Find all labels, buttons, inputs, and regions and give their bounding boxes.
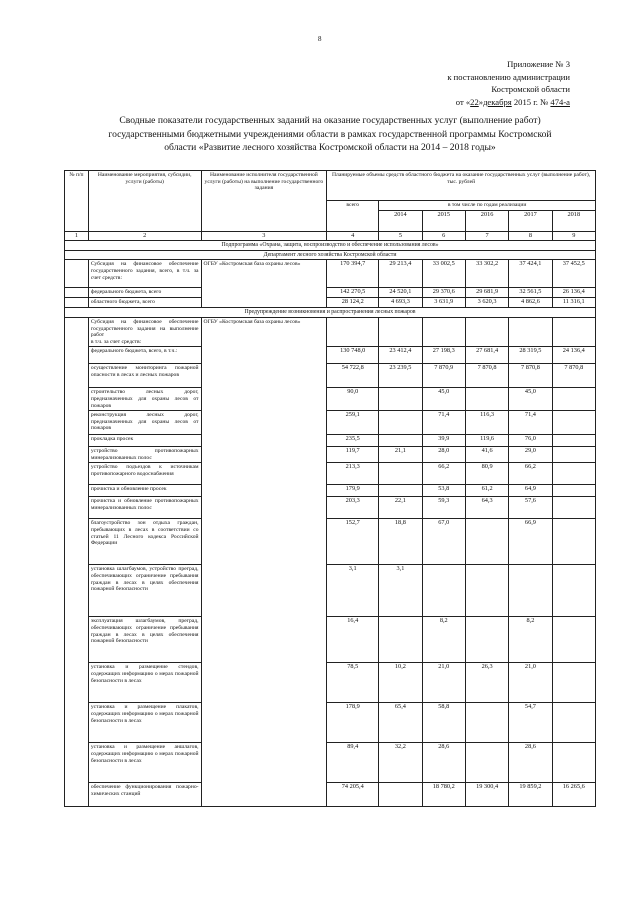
value-cell <box>465 388 508 411</box>
value-cell: 76,0 <box>509 435 552 447</box>
value-cell: 28,6 <box>509 743 552 783</box>
value-cell: 22,1 <box>379 497 422 519</box>
value-cell: 24 520,1 <box>379 288 422 298</box>
value-cell: 7 870,9 <box>422 364 465 388</box>
value-cell <box>552 743 595 783</box>
indicators-table <box>64 170 596 807</box>
value-cell: 57,6 <box>509 497 552 519</box>
header-total: всего <box>327 201 379 232</box>
value-cell: 4 862,6 <box>509 298 552 308</box>
value-cell: 21,1 <box>379 447 422 463</box>
value-cell: 3,1 <box>327 565 379 617</box>
row-label: устройство подъездов к источникам противопожарного водоснабжения <box>88 463 201 485</box>
value-cell: 39,9 <box>422 435 465 447</box>
row-label: установка и размещение стендов, содержащих информацию о мерах пожарной безопасности в лесах <box>88 663 201 703</box>
value-cell: 18,8 <box>379 519 422 565</box>
subprogram-row: Подпрограмма «Охрана, защита, воспроизводство и обеспечение использования лесов» <box>65 241 596 251</box>
value-cell <box>552 463 595 485</box>
appendix-line: к постановлению администрации <box>447 71 570 82</box>
appendix-line: Костромской области <box>491 84 570 94</box>
value-cell: 80,9 <box>465 463 508 485</box>
value-cell: 90,0 <box>327 388 379 411</box>
value-cell: 4 693,3 <box>379 298 422 308</box>
header-year: 2018 <box>552 210 595 231</box>
value-cell: 78,5 <box>327 663 379 703</box>
subsidy-label: Субсидия на финансовое обеспечение государственного задания на выполнение работ <box>90 318 199 339</box>
value-cell: 235,5 <box>327 435 379 447</box>
row-label: областного бюджета, всего <box>88 298 201 308</box>
value-cell: 28 319,5 <box>509 347 552 364</box>
value-cell: 19 859,2 <box>509 783 552 807</box>
value-cell <box>465 519 508 565</box>
header-year: 2015 <box>422 210 465 231</box>
value-cell: 16 265,6 <box>552 783 595 807</box>
value-cell: 45,0 <box>509 388 552 411</box>
value-cell: 89,4 <box>327 743 379 783</box>
value-cell: 27 198,3 <box>422 347 465 364</box>
row-number <box>65 260 89 288</box>
value-cell: 152,7 <box>327 519 379 565</box>
department-row: Департамент лесного хозяйства Костромской области <box>65 250 596 260</box>
value-cell: 29,0 <box>509 447 552 463</box>
value-cell: 3 631,9 <box>422 298 465 308</box>
value-cell: 178,9 <box>327 703 379 743</box>
section-heading-row: Предупреждение возникновения и распространения лесных пожаров <box>65 308 596 318</box>
value-cell: 45,0 <box>422 388 465 411</box>
row-label: Субсидия на финансовое обеспечение государственного задания, всего, в т.ч. за счет средств: <box>88 260 201 288</box>
value-cell <box>465 743 508 783</box>
row-label: строительство лесных дорог, предназначенных для охраны лесов от пожаров <box>88 388 201 411</box>
row-label: установка шлагбаумов, устройство преград, обеспечивающих ограничение пребывания граждан в лесах в целях обеспечения пожарной безопасности <box>88 565 201 617</box>
value-cell: 23 412,4 <box>379 347 422 364</box>
value-cell: 119,7 <box>327 447 379 463</box>
header-year: 2016 <box>465 210 508 231</box>
value-cell: 119,6 <box>465 435 508 447</box>
date-day: 22 <box>470 96 479 107</box>
value-cell: 32,2 <box>379 743 422 783</box>
value-cell: 54 722,8 <box>327 364 379 388</box>
value-cell: 29 370,6 <box>422 288 465 298</box>
value-cell: 37 424,1 <box>509 260 552 288</box>
row-number <box>65 317 89 806</box>
value-cell: 59,3 <box>422 497 465 519</box>
value-cell: 27 681,4 <box>465 347 508 364</box>
column-number: 6 <box>422 231 465 241</box>
header-no: № п/п <box>65 171 89 232</box>
value-cell: 64,3 <box>465 497 508 519</box>
value-cell: 116,3 <box>465 411 508 435</box>
appendix-block <box>447 58 570 108</box>
column-number: 1 <box>65 231 89 241</box>
value-cell: 74 205,4 <box>327 783 379 807</box>
header-by-year: в том числе по годам реализации <box>379 201 596 211</box>
value-cell: 53,8 <box>422 485 465 497</box>
value-cell: 16,4 <box>327 617 379 663</box>
value-cell: 26,3 <box>465 663 508 703</box>
value-cell: 130 748,0 <box>327 347 379 364</box>
row-label: устройство противопожарных минерализованных полос <box>88 447 201 463</box>
value-cell: 24 136,4 <box>552 347 595 364</box>
value-cell: 71,4 <box>509 411 552 435</box>
value-cell: 7 870,8 <box>509 364 552 388</box>
value-cell <box>379 411 422 435</box>
header-year: 2014 <box>379 210 422 231</box>
value-cell: 3 620,3 <box>465 298 508 308</box>
row-label: эксплуатация шлагбаумов, преград, обеспечивающих ограничение пребывания граждан в лесах в целях обеспечения пожарной безопасности <box>88 617 201 663</box>
value-cell: 37 452,5 <box>552 260 595 288</box>
value-cell: 19 300,4 <box>465 783 508 807</box>
value-cell: 65,4 <box>379 703 422 743</box>
value-cell <box>552 411 595 435</box>
appendix-date-line <box>447 96 570 109</box>
value-cell <box>552 703 595 743</box>
value-cell: 54,7 <box>509 703 552 743</box>
row-number <box>65 298 89 308</box>
page-number: 8 <box>318 35 322 43</box>
value-cell <box>465 565 508 617</box>
decree-number: 474-а <box>550 96 570 107</box>
value-cell: 61,2 <box>465 485 508 497</box>
title-line: области «Развитие лесного хозяйства Костромской области на 2014 – 2018 годы» <box>164 142 496 153</box>
value-cell <box>379 435 422 447</box>
value-cell <box>552 565 595 617</box>
value-cell: 67,0 <box>422 519 465 565</box>
value-cell <box>327 317 379 346</box>
value-cell: 58,8 <box>422 703 465 743</box>
value-cell: 10,2 <box>379 663 422 703</box>
column-number: 2 <box>88 231 201 241</box>
value-cell: 32 561,5 <box>509 288 552 298</box>
value-cell <box>465 317 508 346</box>
header-year: 2017 <box>509 210 552 231</box>
row-label: федерального бюджета, всего, в т.ч.: <box>88 347 201 364</box>
date-mid: » <box>478 96 484 107</box>
row-label: осуществление мониторинга пожарной опасности в лесах и лесных пожаров <box>88 364 201 388</box>
value-cell <box>379 317 422 346</box>
column-number: 8 <box>509 231 552 241</box>
value-cell <box>552 388 595 411</box>
value-cell <box>552 435 595 447</box>
value-cell: 21,0 <box>422 663 465 703</box>
row-label: установка и размещение аншлагов, содержащих информацию о мерах пожарной безопасности в лесах <box>88 743 201 783</box>
row-label: прокладка просек <box>88 435 201 447</box>
column-number: 4 <box>327 231 379 241</box>
value-cell <box>422 317 465 346</box>
value-cell <box>379 783 422 807</box>
value-cell: 213,3 <box>327 463 379 485</box>
value-cell: 259,1 <box>327 411 379 435</box>
value-cell <box>552 485 595 497</box>
appendix-line: Приложение № 3 <box>507 59 570 69</box>
value-cell: 8,2 <box>509 617 552 663</box>
value-cell: 7 870,8 <box>465 364 508 388</box>
row-label: благоустройство зон отдыха граждан, пребывающих в лесах в соответствии со статьей 11 Лесного кодекса Российской Федерации <box>88 519 201 565</box>
value-cell <box>422 565 465 617</box>
row-label: федерального бюджета, всего <box>88 288 201 298</box>
date-year: 2015 г. № <box>511 96 551 107</box>
value-cell: 64,9 <box>509 485 552 497</box>
header-name: Наименование мероприятия, субсидии, услуги (работы) <box>88 171 201 232</box>
value-cell <box>379 485 422 497</box>
value-cell: 8,2 <box>422 617 465 663</box>
value-cell <box>465 703 508 743</box>
value-cell <box>465 617 508 663</box>
column-number: 5 <box>379 231 422 241</box>
value-cell <box>379 617 422 663</box>
date-prefix: от « <box>455 96 471 107</box>
date-month: декабря <box>483 96 512 107</box>
value-cell <box>552 663 595 703</box>
value-cell: 11 316,1 <box>552 298 595 308</box>
value-cell <box>552 317 595 346</box>
value-cell: 23 239,5 <box>379 364 422 388</box>
value-cell: 29 213,4 <box>379 260 422 288</box>
value-cell: 66,2 <box>422 463 465 485</box>
value-cell: 28 124,2 <box>327 298 379 308</box>
row-label: обеспечение функционирования пожарно-химических станций <box>88 783 201 807</box>
value-cell: 41,6 <box>465 447 508 463</box>
header-planned: Планируемые объемы средств областного бюджета на оказание государственных услуг (выполнение работ), тыс. рублей <box>327 171 596 201</box>
value-cell: 3,1 <box>379 565 422 617</box>
value-cell: 26 136,4 <box>552 288 595 298</box>
value-cell <box>552 519 595 565</box>
value-cell: 142 270,5 <box>327 288 379 298</box>
row-label: прочистка и обновление просек <box>88 485 201 497</box>
row-label: установка и размещение плакатов, содержащих информацию о мерах пожарной безопасности в лесах <box>88 703 201 743</box>
value-cell: 203,3 <box>327 497 379 519</box>
value-cell <box>552 617 595 663</box>
value-cell: 179,9 <box>327 485 379 497</box>
value-cell: 71,4 <box>422 411 465 435</box>
title-line: государственными бюджетными учреждениями области в рамках государственной программы Костромской <box>108 128 552 140</box>
column-number: 3 <box>201 231 327 241</box>
value-cell <box>552 497 595 519</box>
value-cell: 28,0 <box>422 447 465 463</box>
value-cell: 28,6 <box>422 743 465 783</box>
title-line: Сводные показатели государственных заданий на оказание государственных услуг (выполнение работ) <box>119 115 541 126</box>
row-label <box>88 317 201 346</box>
header-executor: Наименование исполнителя государственной услуги (работы) на выполнение государственного задания <box>201 171 327 232</box>
row-label: реконструкция лесных дорог, предназначенных для охраны лесов от пожаров <box>88 411 201 435</box>
incl-label: в т.ч. за счет средств: <box>90 338 142 345</box>
column-number: 9 <box>552 231 595 241</box>
value-cell: 66,2 <box>509 463 552 485</box>
value-cell <box>552 447 595 463</box>
value-cell: 18 780,2 <box>422 783 465 807</box>
value-cell: 7 870,8 <box>552 364 595 388</box>
row-number <box>65 288 89 298</box>
value-cell <box>379 463 422 485</box>
executor-cell: ОГБУ «Костромская база охраны лесов» <box>201 260 327 308</box>
value-cell <box>379 388 422 411</box>
value-cell: 66,9 <box>509 519 552 565</box>
row-label: прочистка и обновление противопожарных минерализованных полос <box>88 497 201 519</box>
document-title <box>70 114 590 155</box>
value-cell: 33 302,2 <box>465 260 508 288</box>
value-cell: 33 002,5 <box>422 260 465 288</box>
value-cell <box>509 317 552 346</box>
value-cell <box>509 565 552 617</box>
value-cell: 29 681,9 <box>465 288 508 298</box>
value-cell: 170 394,7 <box>327 260 379 288</box>
value-cell: 21,0 <box>509 663 552 703</box>
executor-cell: ОГБУ «Костромская база охраны лесов» <box>201 317 327 806</box>
column-number: 7 <box>465 231 508 241</box>
table-body <box>65 171 596 807</box>
